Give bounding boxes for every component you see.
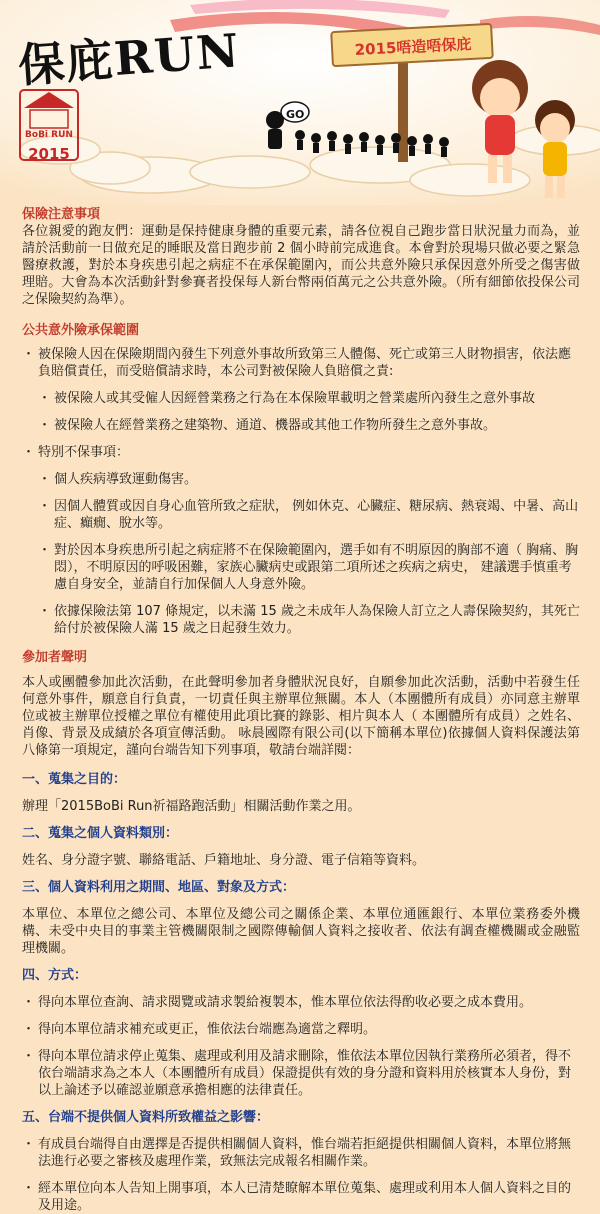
notice-content [22,205,580,1214]
data-category-body: 姓名、身分證字號、聯絡電話、戶籍地址、身分證、電子信箱等資料。 [22,853,426,868]
insurance-notice-heading: 保險注意事項 [22,207,101,222]
coverage-item: ・ 被保險人因在保險期間內發生下列意外事故所致第三人體傷、死亡或第三人財物損害，依法應負賠償責任，而受賠償請求時，本公司對被保險人負賠償之責: [22,346,580,380]
participant-declaration-body: 本人或團體參加此次活動，在此聲明參加者身體狀況良好，自願參加此次活動，活動中若發生任何意外事件，願意自行負責，一切責任與主辦單位無關。本人（本團體所有成員）亦同意主辦單位或被主辦單位授權之單位有權使用此項比賽的錄影、相片與本人（ 本團體所有成員）之姓名、肖像、背景及成績於各項宣傳活動。 咏晨國際有限公司(以下簡稱本單位)依據個人資料保護法第八條第一項規定，謹向台端告知下列事項，敬請台端詳閱： [22,675,580,758]
data-category-heading: 二、蒐集之個人資料類別： [22,826,179,841]
purpose-heading: 一、蒐集之目的： [22,772,127,787]
event-logo: 保庇RUN [16,23,243,93]
badge-line1: BoBi [25,130,49,140]
badge-year: 2015 [28,145,70,163]
exclusion-subitem: ・ 因個人體質或因自身心血管所致之症狀， 例如休克、心臟症、糖尿病、熱衰竭、中暑、高山症、癲癇、脫水等。 [38,498,580,532]
header-banner [0,0,600,205]
exclusion-subitem: ・ 對於因本身疾患所引起之病症將不在保險範圍內，選手如有不明原因的胸部不適（ 胸痛、胸悶），不明原因的呼吸困難，家族心臟病史或跟第二項所述之疾病之病史， 建議選手慎重考慮自身安全，並請自行加保個人人身意外險。 [38,542,580,593]
data-usage-body: 本單位、本單位之總公司、本單位及總公司之關係企業、本單位通匯銀行、本單位業務委外機構、未受中央目的事業主管機關限制之國際傳輸個人資料之接收者、依法有調查權機關或金融監理機關。 [22,907,580,956]
method-item: ・ 得向本單位查詢、請求閱覽或請求製給複製本，惟本單位依法得酌收必要之成本費用。 [22,994,580,1011]
public-liability-heading: 公共意外險承保範圍 [22,323,140,338]
exclusion-subitem: ・ 個人疾病導致運動傷害。 [38,471,580,488]
badge-line2: RUN [51,130,73,140]
coverage-subitem: ・ 被保險人或其受僱人因經營業務之行為在本保險單載明之營業處所內發生之意外事故 [38,390,580,407]
data-usage-heading: 三、個人資料利用之期間、地區、對象及方式： [22,880,296,895]
method-item: ・ 得向本單位請求補充或更正，惟依法台端應為適當之釋明。 [22,1021,580,1038]
exclusion-subitem: ・ 依據保險法第 107 條規定，以未滿 15 歲之未成年人為保險人訂立之人壽保險契約，其死亡給付於被保險人滿 15 歲之日起發生效力。 [38,603,580,637]
impact-heading: 五、台端不提供個人資料所致權益之影響： [22,1110,270,1125]
badge-label [16,130,82,141]
coverage-subitem: ・ 被保險人在經營業務之建築物、通道、機器或其他工作物所發生之意外事故。 [38,417,580,434]
methods-heading: 四、方式： [22,968,88,983]
insurance-notice-body: 各位親愛的跑友們：運動是保持健康身體的重要元素，請各位視自己跑步當日狀況量力而為，並請於活動前一日做充足的睡眠及當日跑步前 2 個小時前完成進食。本會對於現場只做必要之緊急醫療救護，對於本身疾患引起之病症不在承保範圍內，而公共意外險只承保因意外所受之傷害做理賠。大會為本次活動針對參賽者投保每人新台幣兩佰萬元之公共意外險。（所有細節依投保公司之保險契約為準）。 [22,224,580,307]
slogan-sign: 2015唔造唔保庇 [354,34,472,60]
participant-declaration-heading: 參加者聲明 [22,650,88,665]
go-bubble-text: GO [286,108,305,121]
impact-item: ・ 有成員台端得自由選擇是否提供相關個人資料，惟台端若拒絕提供相關個人資料，本單位將無法進行必要之審核及處理作業，致無法完成報名相關作業。 [22,1136,580,1170]
method-item: ・ 得向本單位請求停止蒐集、處理或利用及請求刪除，惟依法本單位因執行業務所必須者，得不依台端請求為之本人（本團體所有成員）保證提供有效的身分證和資料用於核實本人身份，對以上論述予以確認並願意承擔相應的法律責任。 [22,1048,580,1099]
purpose-body: 辦理「2015BoBi Run祈福路跑活動」相關活動作業之用。 [22,799,361,814]
impact-item: ・ 經本單位向本人告知上開事項，本人已清楚瞭解本單位蒐集、處理或利用本人個人資料之目的及用途。 [22,1180,580,1214]
exclusions-item: ・ 特別不保事項： [22,444,580,461]
